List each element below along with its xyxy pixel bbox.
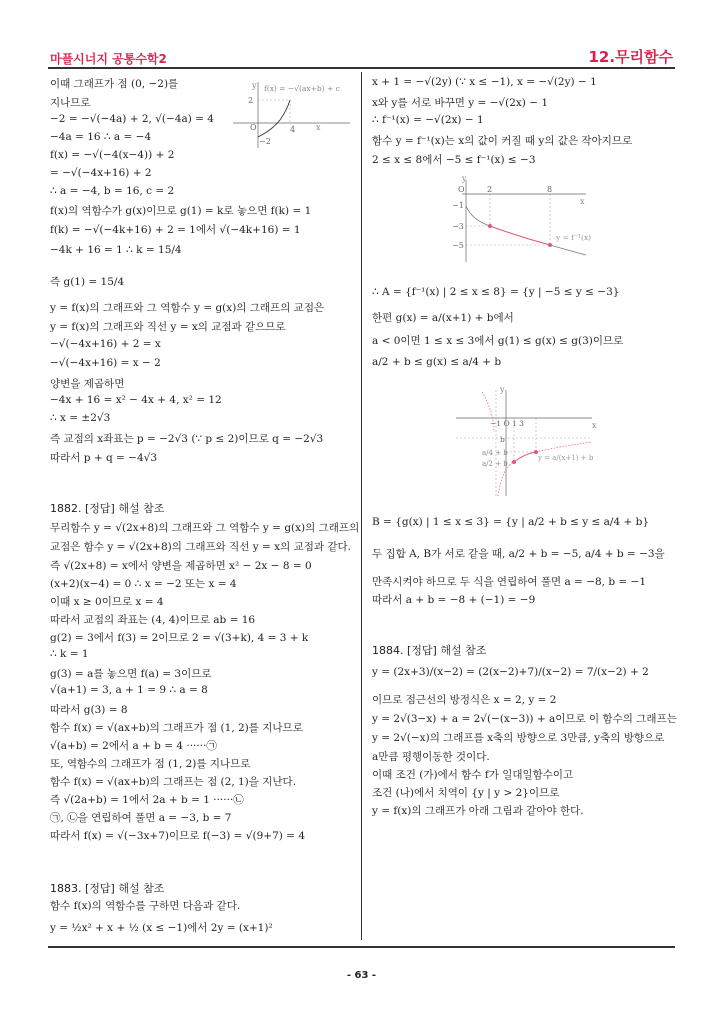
axis-y-label: y	[252, 81, 257, 90]
text-line: f(k) = −√(−4k+16) + 2 = 1에서 √(−4k+16) = 1	[50, 224, 301, 236]
text-line: y = f(x)의 그래프와 직선 y = x의 교점과 같으므로	[50, 321, 286, 333]
function-label: y = f⁻¹(x)	[556, 233, 592, 242]
text-line: 지나므로	[50, 97, 91, 109]
text-line: −4a = 16 ∴ a = −4	[50, 131, 152, 143]
point	[488, 224, 492, 228]
text-line: = −√(−4x+16) + 2	[50, 167, 152, 179]
function-label: y = a/(x+1) + b	[538, 454, 594, 462]
text-line: a < 0이면 1 ≤ x ≤ 3에서 g(1) ≤ g(x) ≤ g(3)이므로	[372, 335, 624, 347]
text-line: −4k + 16 = 1 ∴ k = 15/4	[50, 244, 182, 256]
header-divider	[48, 67, 675, 69]
tick-x: 4	[290, 125, 296, 134]
text-line: 함수 f(x) = √(ax+b)의 그래프가 점 (1, 2)를 지나므로	[50, 722, 303, 734]
text-line: −√(−4x+16) + 2 = x	[50, 338, 161, 350]
text-line: 교점은 함수 y = √(2x+8)의 그래프와 직선 y = x의 교점과 같다.	[50, 541, 351, 553]
text-line: (x+2)(x−4) = 0 ∴ x = −2 또는 x = 4	[50, 578, 237, 590]
text-line: 2 ≤ x ≤ 8에서 −5 ≤ f⁻¹(x) ≤ −3	[372, 154, 536, 166]
tick-x2: 8	[547, 185, 553, 194]
footer-divider	[48, 946, 675, 948]
origin-label: O	[250, 123, 257, 132]
text-line: 함수 f(x) = √(ax+b)의 그래프는 점 (2, 1)을 지난다.	[50, 776, 297, 788]
text-line: g(2) = 3에서 f(3) = 2이므로 2 = √(3+k), 4 = 3 + k	[50, 632, 309, 644]
text-line: 양변을 제곱하면	[50, 378, 125, 390]
text-line: 이므로 점근선의 방정식은 x = 2, y = 2	[372, 694, 557, 706]
text-line: 즉 √(2a+b) = 1에서 2a + b = 1 ······㉡	[50, 794, 244, 806]
graph-f	[228, 78, 358, 156]
text-line: a만큼 평행이동한 것이다.	[372, 751, 490, 763]
text-line: 이때 그래프가 점 (0, −2)를	[50, 78, 179, 90]
axis-y-label: y	[500, 385, 505, 394]
text-line: 이때 x ≥ 0이므로 x = 4	[50, 596, 164, 608]
text-line: 조건 (나)에서 치역이 {y | y > 2}이므로	[372, 787, 560, 799]
origin-label: O	[458, 185, 465, 194]
text-line: y = (2x+3)/(x−2) = (2(x−2)+7)/(x−2) = 7/(x−2) + 2	[372, 666, 649, 678]
text-line: ∴ A = {f⁻¹(x) | 2 ≤ x ≤ 8} = {y | −5 ≤ y ≤ −3}	[372, 286, 620, 298]
problem-heading-1883: 1883. [정답] 해설 참조	[50, 882, 165, 895]
problem-heading-1882: 1882. [정답] 해설 참조	[50, 502, 165, 515]
text-line: 한편 g(x) = a/(x+1) + b에서	[372, 312, 514, 324]
text-line: 함수 f(x)의 역함수를 구하면 다음과 같다.	[50, 900, 241, 912]
text-line: y = 2√(−x)의 그래프를 x축의 방향으로 3만큼, y축의 방향으로	[372, 732, 665, 744]
point	[512, 460, 516, 464]
axis-x-label: x	[592, 421, 597, 430]
function-label: f(x) = −√(ax+b) + c	[264, 84, 340, 93]
page-number: - 63 -	[346, 970, 377, 981]
text-line: f(x) = −√(−4(x−4)) + 2	[50, 149, 175, 161]
text-line: −√(−4x+16) = x − 2	[50, 357, 161, 369]
text-line: ∴ k = 1	[50, 648, 89, 660]
tick-y-pos: 2	[248, 96, 254, 105]
point	[548, 243, 552, 247]
text-line: 따라서 p + q = −4√3	[50, 452, 158, 464]
axis-x-label: x	[580, 197, 585, 206]
tick-y-neg: −2	[259, 137, 271, 146]
text-line: x + 1 = −√(2y) (∵ x ≤ −1), x = −√(2y) − 1	[372, 76, 597, 88]
graph-rational	[452, 384, 602, 500]
tick-y1: −1	[452, 201, 464, 210]
text-line: f(x)의 역함수가 g(x)이므로 g(1) = k로 놓으면 f(k) = 1	[50, 205, 312, 217]
text-line: ∴ x = ±2√3	[50, 412, 111, 424]
header-right: 12.무리함수	[588, 48, 673, 66]
label-a4b: a/4 + b	[482, 449, 508, 457]
text-line: 즉 g(1) = 15/4	[50, 276, 125, 288]
axis-y-label: y	[462, 174, 467, 183]
text-line: 따라서 교점의 좌표는 (4, 4)이므로 ab = 16	[50, 614, 256, 626]
text-line: 무리함수 y = √(2x+8)의 그래프와 그 역함수 y = g(x)의 그래프의	[50, 522, 360, 534]
text-line: y = ½x² + x + ½ (x ≤ −1)에서 2y = (x+1)²	[50, 922, 273, 934]
text-line: B = {g(x) | 1 ≤ x ≤ 3} = {y | a/2 + b ≤ y ≤ a/4 + b}	[372, 516, 650, 528]
text-line: 두 집합 A, B가 서로 같을 때, a/2 + b = −5, a/4 + b = −3을	[372, 548, 665, 560]
text-line: 이때 조건 (가)에서 함수 f가 일대일함수이고	[372, 769, 574, 781]
text-line: g(3) = a를 놓으면 f(a) = 3이므로	[50, 668, 212, 680]
text-line: y = f(x)의 그래프와 그 역함수 y = g(x)의 그래프의 교점은	[50, 302, 325, 314]
axis-x-label: x	[316, 123, 321, 132]
text-line: 함수 y = f⁻¹(x)는 x의 값이 커질 때 y의 값은 작아지므로	[372, 135, 633, 147]
text-line: ∴ a = −4, b = 16, c = 2	[50, 185, 175, 197]
text-line: −4x + 16 = x² − 4x + 4, x² = 12	[50, 394, 222, 406]
label-a2b: a/2 + b	[482, 460, 508, 468]
text-line: 따라서 g(3) = 8	[50, 704, 128, 716]
text-line: 즉 √(2x+8) = x에서 양변을 제곱하면 x² − 2x − 8 = 0	[50, 560, 312, 572]
tick-labels: −1 O 1 3	[490, 419, 524, 428]
graph-inverse	[452, 172, 602, 264]
column-divider	[361, 72, 362, 940]
text-line: ∴ f⁻¹(x) = −√(2x) − 1	[372, 114, 484, 126]
text-line: y = 2√(3−x) + a = 2√(−(x−3)) + a이므로 이 함수의 그래프는	[372, 713, 677, 725]
text-line: 또, 역함수의 그래프가 점 (1, 2)를 지나므로	[50, 758, 251, 770]
text-line: a/2 + b ≤ g(x) ≤ a/4 + b	[372, 356, 502, 368]
text-line: ㉠, ㉡을 연립하여 풀면 a = −3, b = 7	[50, 812, 232, 824]
text-line: x와 y를 서로 바꾸면 y = −√(2x) − 1	[372, 97, 549, 109]
text-line: −2 = −√(−4a) + 2, √(−4a) = 4	[50, 113, 214, 125]
tick-y3: −5	[452, 241, 464, 250]
text-line: 즉 교점의 x좌표는 p = −2√3 (∵ p ≤ 2)이므로 q = −2√3	[50, 433, 324, 445]
text-line: 따라서 f(x) = √(−3x+7)이므로 f(−3) = √(9+7) = 4	[50, 830, 305, 842]
text-line: 따라서 a + b = −8 + (−1) = −9	[372, 594, 536, 606]
tick-x1: 2	[487, 185, 493, 194]
problem-heading-1884: 1884. [정답] 해설 참조	[372, 644, 487, 657]
text-line: 만족시켜야 하므로 두 식을 연립하여 풀면 a = −8, b = −1	[372, 576, 647, 588]
header-left: 마플시너지 공통수학2	[50, 52, 167, 66]
tick-y2: −3	[452, 222, 464, 231]
tick-b: b	[500, 435, 505, 444]
text-line: √(a+b) = 2에서 a + b = 4 ······㉠	[50, 740, 217, 752]
text-line: √(a+1) = 3, a + 1 = 9 ∴ a = 8	[50, 684, 208, 696]
text-line: y = f(x)의 그래프가 아래 그림과 같아야 한다.	[372, 805, 584, 817]
